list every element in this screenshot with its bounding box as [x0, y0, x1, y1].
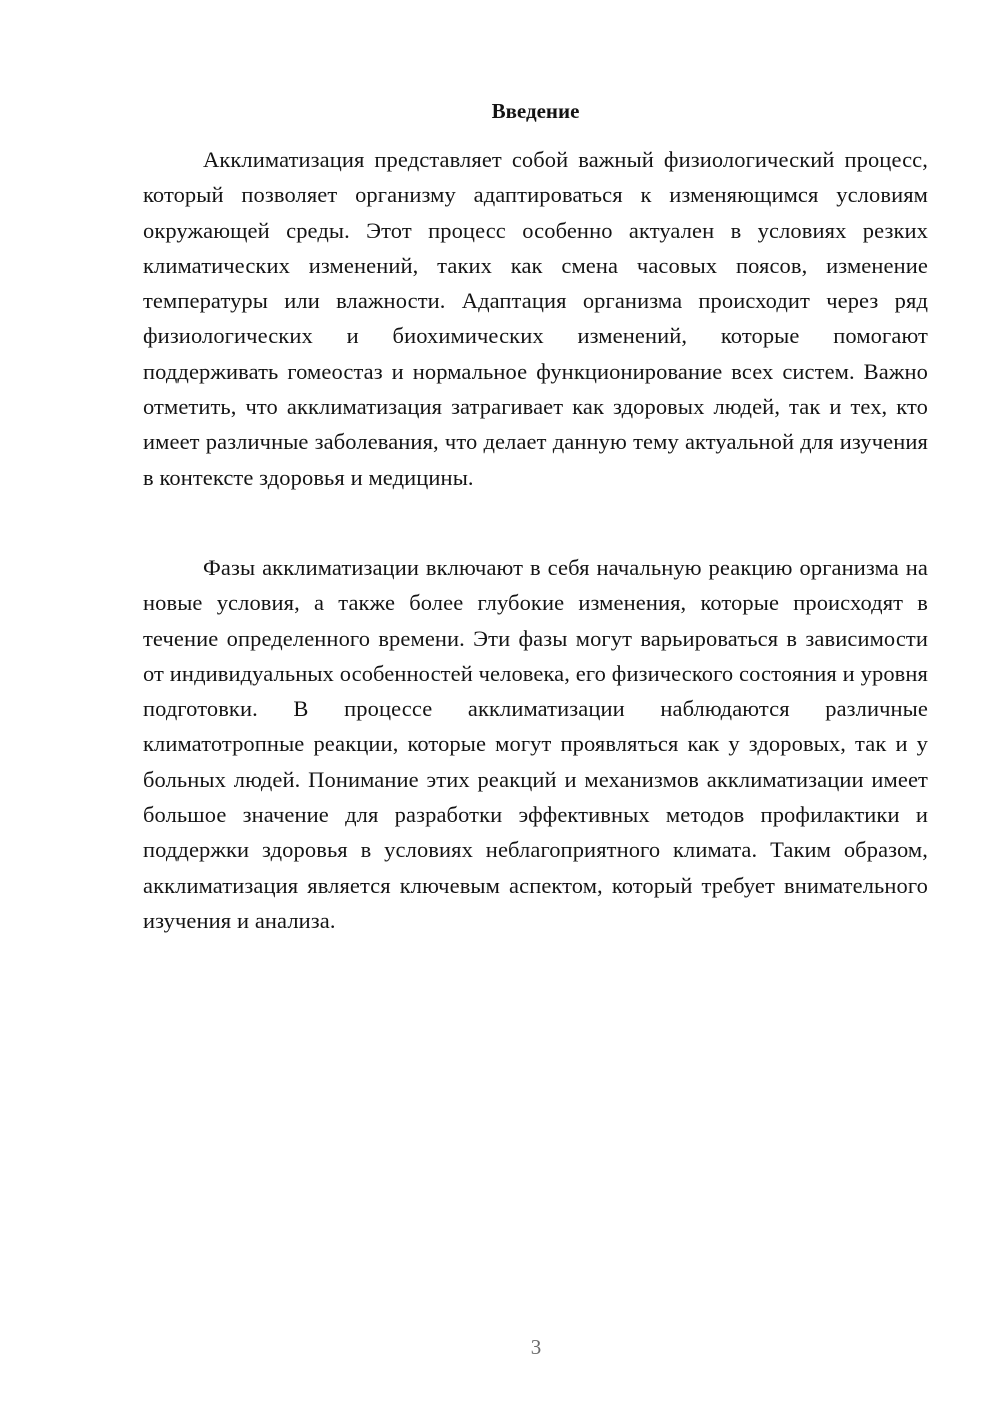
page-title: Введение: [491, 99, 580, 123]
paragraph-phases: Фазы акклиматизации включают в себя начальную реакцию организма на новые условия, а также более глубокие изменения, которые происходят в течение определенного времени. Эти фазы могут варьироваться в зависимости от индивидуальных особенностей человека, его физического состояния и уровня подготовки. В процессе акклиматизации наблюдаются различные климатотропные реакции, которые могут проявляться как у здоровых, так и у больных людей. Понимание этих реакций и механизмов акклиматизации имеет большое значение для разработки эффективных методов профилактики и поддержки здоровья в условиях неблагоприятного климата. Таким образом, акклиматизация является ключевым аспектом, который требует внимательного изучения и анализа.: [143, 555, 928, 933]
page-number: 3: [530, 1335, 542, 1359]
paragraph-intro: Акклиматизация представляет собой важный физиологический процесс, который позволяет организму адаптироваться к изменяющимся условиям окружающей среды. Этот процесс особенно актуален в условиях резких климатических изменений, таких как смена часовых поясов, изменение температуры или влажности. Адаптация организма происходит через ряд физиологических и биохимических изменений, которые помогают поддерживать гомеостаз и нормальное функционирование всех систем. Важно отметить, что акклиматизация затрагивает как здоровых людей, так и тех, кто имеет различные заболевания, что делает данную тему актуальной для изучения в контексте здоровья и медицины.: [143, 147, 928, 490]
